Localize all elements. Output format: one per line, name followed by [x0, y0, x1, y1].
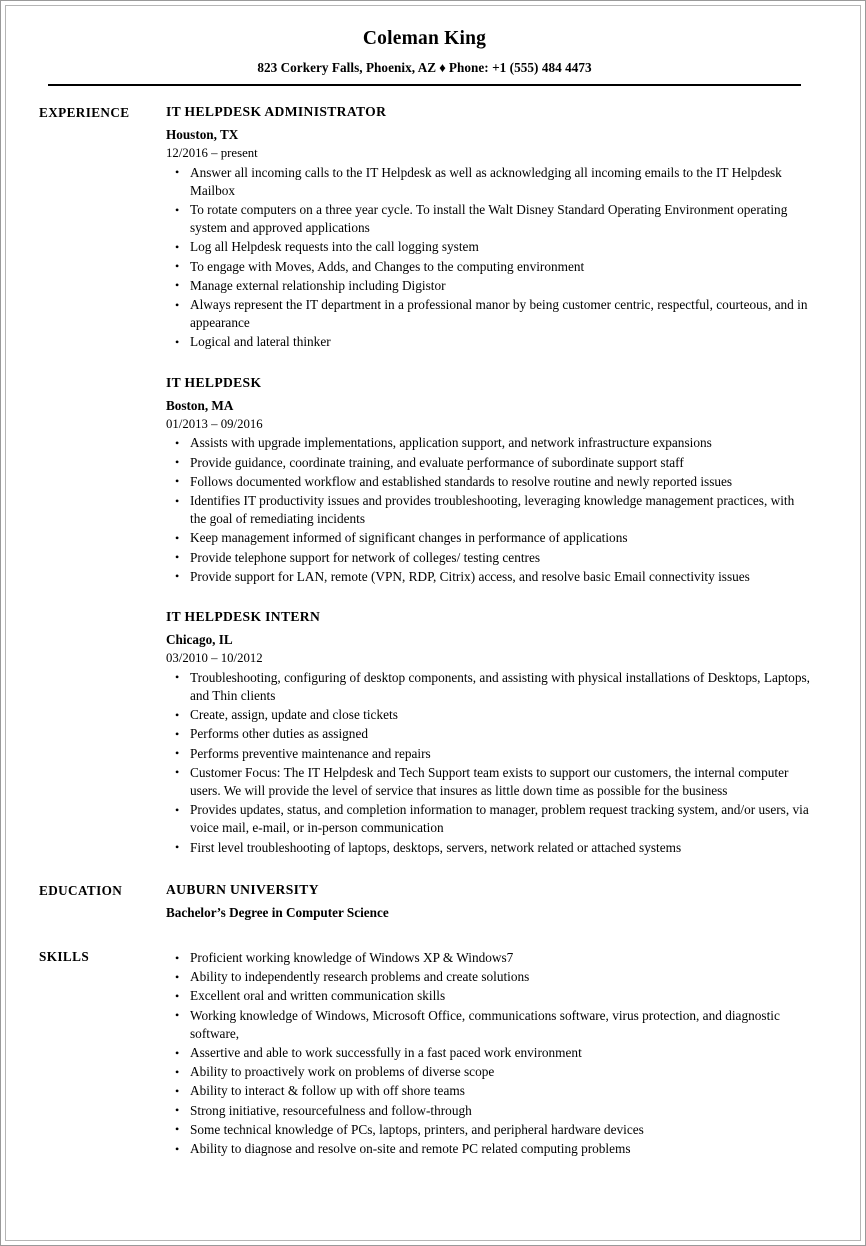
- bullet-item: • Working knowledge of Windows, Microsoft Office, communications software, virus protection, and diagnostic software,: [166, 1007, 810, 1043]
- section-label-skills: SKILLS: [39, 949, 90, 965]
- job-dates: 12/2016 – present: [166, 146, 258, 161]
- bullet-item: • Assists with upgrade implementations, application support, and network infrastructure expansions: [166, 434, 810, 452]
- contact-phone: Phone: +1 (555) 484 4473: [448, 60, 592, 76]
- bullet-item: • Performs preventive maintenance and repairs: [166, 745, 810, 763]
- resume-content: [6, 6, 860, 1240]
- job-location: Houston, TX: [166, 126, 239, 142]
- resume-header: [39, 27, 810, 86]
- bullet-item: • Proficient working knowledge of Windows XP & Windows7: [166, 949, 810, 967]
- bullet-item: • Ability to diagnose and resolve on-site and remote PC related computing problems: [166, 1140, 810, 1158]
- page-inner-border: [5, 5, 861, 1241]
- job-location: Chicago, IL: [166, 632, 233, 648]
- bullet-item: • Logical and lateral thinker: [166, 333, 810, 351]
- experience-entry: [166, 375, 810, 586]
- bullet-item: • To rotate computers on a three year cycle. To install the Walt Disney Standard Operating Environment operating system and approved applications: [166, 201, 810, 237]
- bullet-item: • Provide support for LAN, remote (VPN, RDP, Citrix) access, and resolve basic Email connectivity issues: [166, 568, 810, 586]
- experience-entries: [166, 104, 810, 857]
- section-label-experience: EXPERIENCE: [39, 104, 130, 120]
- bullet-item: • Ability to interact & follow up with off shore teams: [166, 1082, 810, 1100]
- contact-line: [39, 60, 810, 77]
- bullet-item: • Customer Focus: The IT Helpdesk and Tech Support team exists to support our customers, the internal computer users. We will provide the level of service that insures as little down time as possible for the business: [166, 764, 810, 800]
- bullet-item: • Keep management informed of significant changes in performance of applications: [166, 529, 810, 547]
- section-skills: [39, 948, 810, 1158]
- section-experience: [39, 104, 810, 857]
- bullet-item: • Provides updates, status, and completion information to manager, problem request tracking system, and/or users, via voice mail, e-mail, or in-person communication: [166, 801, 810, 837]
- bullet-item: • Troubleshooting, configuring of desktop components, and assisting with physical installations of Desktops, Laptops, and Thin clients: [166, 669, 810, 705]
- section-education: [39, 882, 810, 921]
- bullet-item: • To engage with Moves, Adds, and Changes to the computing environment: [166, 258, 810, 276]
- contact-address: 823 Corkery Falls, Phoenix, AZ: [257, 60, 437, 76]
- bullet-item: • Strong initiative, resourcefulness and follow-through: [166, 1102, 810, 1120]
- bullet-item: • First level troubleshooting of laptops, desktops, servers, network related or attached systems: [166, 839, 810, 857]
- bullet-item: • Excellent oral and written communication skills: [166, 987, 810, 1005]
- job-title: IT HELPDESK ADMINISTRATOR: [166, 103, 387, 119]
- skills-list: [166, 949, 810, 1158]
- job-dates: 03/2010 – 10/2012: [166, 651, 263, 666]
- job-responsibilities: [166, 434, 810, 586]
- bullet-item: • Ability to proactively work on problems of diverse scope: [166, 1063, 810, 1081]
- diamond-separator-icon: ♦: [439, 60, 446, 76]
- school-name: AUBURN UNIVERSITY: [166, 881, 319, 897]
- job-title: IT HELPDESK INTERN: [166, 609, 321, 625]
- bullet-item: • Answer all incoming calls to the IT Helpdesk as well as acknowledging all incoming emails to the IT Helpdesk Mailbox: [166, 164, 810, 200]
- experience-entry: [166, 609, 810, 857]
- degree-name: Bachelor’s Degree in Computer Science: [166, 904, 389, 920]
- bullet-item: • Ability to independently research problems and create solutions: [166, 968, 810, 986]
- job-dates: 01/2013 – 09/2016: [166, 416, 263, 431]
- bullet-item: • Identifies IT productivity issues and provides troubleshooting, leveraging knowledge management practices, with the goal of remediating incidents: [166, 492, 810, 528]
- bullet-item: • Follows documented workflow and established standards to resolve routine and newly reported issues: [166, 473, 810, 491]
- bullet-item: • Provide guidance, coordinate training, and evaluate performance of subordinate support staff: [166, 454, 810, 472]
- bullet-item: • Provide telephone support for network of colleges/ testing centres: [166, 549, 810, 567]
- job-title: IT HELPDESK: [166, 374, 262, 390]
- education-entry: [166, 882, 810, 921]
- skills-entries: [166, 948, 810, 1158]
- header-divider: [48, 84, 801, 86]
- bullet-item: • Manage external relationship including Digistor: [166, 277, 810, 295]
- candidate-name: Coleman King: [362, 28, 487, 49]
- bullet-item: • Some technical knowledge of PCs, laptops, printers, and peripheral hardware devices: [166, 1121, 810, 1139]
- job-responsibilities: [166, 164, 810, 352]
- bullet-item: • Performs other duties as assigned: [166, 725, 810, 743]
- bullet-item: • Assertive and able to work successfully in a fast paced work environment: [166, 1044, 810, 1062]
- section-label-education: EDUCATION: [39, 882, 123, 898]
- bullet-item: • Log all Helpdesk requests into the call logging system: [166, 238, 810, 256]
- job-location: Boston, MA: [166, 397, 234, 413]
- experience-entry: [166, 104, 810, 352]
- bullet-item: • Always represent the IT department in a professional manor by being customer centric, respectful, courteous, and in appearance: [166, 296, 810, 332]
- bullet-item: • Create, assign, update and close tickets: [166, 706, 810, 724]
- job-responsibilities: [166, 669, 810, 857]
